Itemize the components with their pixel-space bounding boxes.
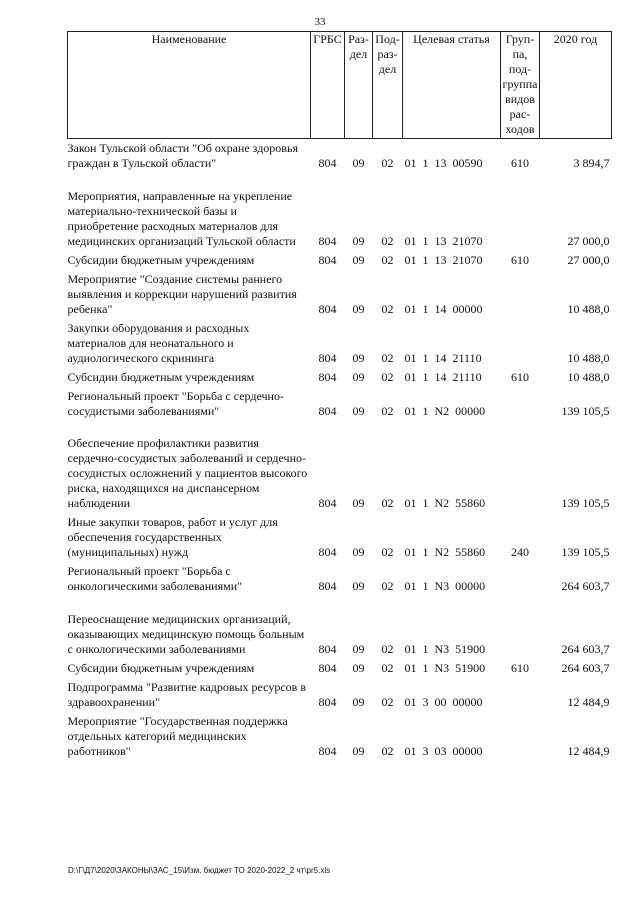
table-row — [68, 513, 612, 562]
row-razdel: 09 — [352, 302, 365, 316]
header-razdel: Раз- дел — [345, 32, 373, 139]
table-row — [68, 678, 612, 712]
row-target: 01 1 N3 51900 — [404, 642, 486, 656]
table-row — [68, 596, 612, 659]
header-row — [68, 32, 612, 139]
row-grbs: 804 — [318, 695, 337, 709]
row-target: 01 1 N2 55860 — [404, 545, 486, 559]
table-row — [68, 712, 612, 761]
row-group — [501, 712, 540, 761]
row-group — [501, 421, 540, 513]
row-grbs: 804 — [318, 234, 337, 248]
table-row — [68, 387, 612, 421]
row-amount: 10 488,0 — [567, 302, 610, 316]
row-name: Субсидии бюджетным учреждениям — [67, 370, 255, 384]
row-grbs: 804 — [318, 351, 337, 365]
row-group: 240 — [511, 545, 529, 559]
row-razdel: 09 — [352, 351, 365, 365]
row-razdel: 09 — [352, 695, 365, 709]
row-razdel: 09 — [352, 370, 365, 384]
row-razdel: 09 — [352, 253, 365, 267]
table-row — [68, 319, 612, 368]
row-grbs: 804 — [318, 642, 337, 656]
row-razdel: 09 — [352, 234, 365, 248]
row-razdel: 09 — [352, 404, 365, 418]
row-grbs: 804 — [318, 302, 337, 316]
table-body — [68, 139, 612, 762]
row-target: 01 1 14 21110 — [404, 351, 482, 365]
row-razdel: 09 — [352, 642, 365, 656]
row-target: 01 3 00 00000 — [404, 695, 483, 709]
row-amount: 10 488,0 — [567, 370, 610, 384]
row-razdel: 09 — [352, 661, 365, 675]
row-target: 01 1 13 00590 — [404, 156, 483, 170]
row-podrazdel: 02 — [381, 370, 394, 384]
row-name: Мероприятие "Создание системы раннего выявления и коррекции нарушений развития ребенка" — [67, 272, 297, 316]
header-podrazdel: Под- раз- дел — [373, 32, 403, 139]
row-podrazdel: 02 — [381, 404, 394, 418]
page-number: 33 — [314, 16, 326, 28]
row-grbs: 804 — [318, 579, 337, 593]
header-group: Груп- па, под- группа видов рас- ходов — [501, 32, 540, 139]
row-target: 01 1 N2 00000 — [404, 404, 486, 418]
row-name: Закон Тульской области "Об охране здоровья граждан в Тульской области" — [67, 141, 298, 170]
row-grbs: 804 — [318, 545, 337, 559]
row-amount: 10 488,0 — [567, 351, 610, 365]
row-target: 01 1 14 00000 — [404, 302, 483, 316]
row-name: Иные закупки товаров, работ и услуг для обеспечения государственных (муниципальных) нужд — [67, 515, 278, 559]
row-amount: 139 105,5 — [561, 545, 610, 559]
table-row — [68, 270, 612, 319]
row-group: 610 — [511, 156, 529, 170]
row-grbs: 804 — [318, 661, 337, 675]
table-row — [68, 251, 612, 270]
row-name: Мероприятия, направленные на укрепление материально-технической базы и приобретение расходных материалов для медицинских организаций Тульской области — [67, 189, 296, 248]
row-target: 01 1 N3 00000 — [404, 579, 486, 593]
row-podrazdel: 02 — [381, 351, 394, 365]
row-target: 01 3 03 00000 — [404, 744, 483, 758]
row-amount: 12 484,9 — [567, 744, 610, 758]
header-amount: 2020 год — [540, 32, 612, 139]
row-podrazdel: 02 — [381, 695, 394, 709]
table-row — [68, 139, 612, 174]
row-target: 01 1 N2 55860 — [404, 496, 486, 510]
row-amount: 264 603,7 — [561, 579, 610, 593]
file-path-footer: D:\Г\Д7\2020\ЗАКОНЫ\ЗАС_15\Изм. бюджет ТО 2020-2022_2 чт\pr5.xls — [68, 866, 331, 875]
header-target: Целевая статья — [403, 32, 501, 139]
row-grbs: 804 — [318, 253, 337, 267]
row-grbs: 804 — [318, 370, 337, 384]
row-razdel: 09 — [352, 496, 365, 510]
table-row — [68, 659, 612, 678]
row-podrazdel: 02 — [381, 496, 394, 510]
table-row — [68, 562, 612, 596]
row-amount: 264 603,7 — [561, 642, 610, 656]
row-group — [501, 173, 540, 251]
row-podrazdel: 02 — [381, 253, 394, 267]
row-amount: 3 894,7 — [573, 156, 610, 170]
row-name: Региональный проект "Борьба с онкологическими заболеваниями" — [67, 564, 243, 593]
row-group — [501, 678, 540, 712]
row-podrazdel: 02 — [381, 642, 394, 656]
table-row — [68, 173, 612, 251]
row-grbs: 804 — [318, 744, 337, 758]
row-grbs: 804 — [318, 404, 337, 418]
row-podrazdel: 02 — [381, 302, 394, 316]
row-grbs: 804 — [318, 496, 337, 510]
row-amount: 139 105,5 — [561, 404, 610, 418]
row-name: Субсидии бюджетным учреждениям — [67, 253, 255, 267]
header-grbs: ГРБС — [311, 32, 345, 139]
row-target: 01 1 N3 51900 — [404, 661, 486, 675]
row-razdel: 09 — [352, 744, 365, 758]
header-name: Наименование — [68, 32, 311, 139]
row-group — [501, 562, 540, 596]
row-grbs: 804 — [318, 156, 337, 170]
row-group: 610 — [511, 370, 529, 384]
row-podrazdel: 02 — [381, 579, 394, 593]
row-group — [501, 596, 540, 659]
row-group: 610 — [511, 253, 529, 267]
row-amount: 264 603,7 — [561, 661, 610, 675]
row-group: 610 — [511, 661, 529, 675]
row-group — [501, 319, 540, 368]
row-name: Региональный проект "Борьба с сердечно-сосудистыми заболеваниями" — [67, 389, 284, 418]
row-name: Подпрограмма "Развитие кадровых ресурсов в здравоохранении" — [67, 680, 307, 709]
row-group — [501, 387, 540, 421]
row-amount: 139 105,5 — [561, 496, 610, 510]
row-name: Закупки оборудования и расходных материалов для неонатального и аудиологического скрининга — [67, 321, 250, 365]
row-target: 01 1 13 21070 — [404, 234, 483, 248]
row-target: 01 1 13 21070 — [404, 253, 483, 267]
row-name: Обеспечение профилактики развития сердечно-сосудистых заболеваний и сердечно-сосудистых осложнений у пациентов высокого риска, находящихся на диспансерном наблюдении — [67, 436, 308, 510]
row-name: Переоснащение медицинских организаций, оказывающих медицинскую помощь больным с онкологическими заболеваниями — [67, 612, 305, 656]
row-razdel: 09 — [352, 579, 365, 593]
row-name: Субсидии бюджетным учреждениям — [67, 661, 255, 675]
row-podrazdel: 02 — [381, 545, 394, 559]
row-razdel: 09 — [352, 545, 365, 559]
row-group — [501, 270, 540, 319]
row-podrazdel: 02 — [381, 234, 394, 248]
row-podrazdel: 02 — [381, 744, 394, 758]
row-podrazdel: 02 — [381, 661, 394, 675]
row-razdel: 09 — [352, 156, 365, 170]
table-row — [68, 421, 612, 513]
budget-table — [67, 31, 612, 761]
row-amount: 27 000,0 — [567, 253, 610, 267]
table-row — [68, 368, 612, 387]
row-amount: 12 484,9 — [567, 695, 610, 709]
row-amount: 27 000,0 — [567, 234, 610, 248]
row-name: Мероприятие "Государственная поддержка отдельных категорий медицинских работников" — [67, 714, 288, 758]
row-target: 01 1 14 21110 — [404, 370, 482, 384]
row-podrazdel: 02 — [381, 156, 394, 170]
